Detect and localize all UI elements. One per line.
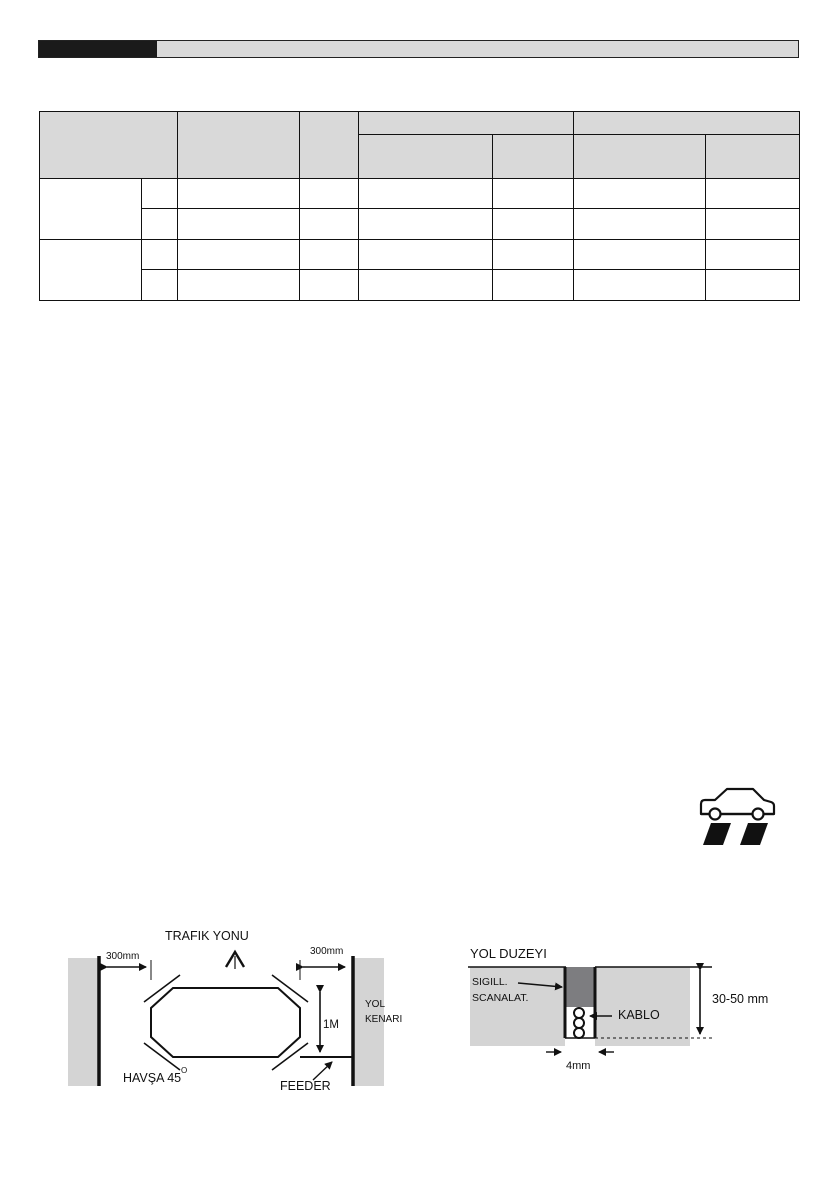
section-header-bar (38, 40, 799, 58)
table-row (40, 240, 800, 270)
table-cell (574, 179, 706, 209)
cable-icon (574, 1018, 584, 1028)
table-row (40, 179, 800, 209)
table-row (40, 209, 800, 240)
road-ground-right (595, 967, 690, 1046)
table-cell (300, 179, 359, 209)
slot-section-diagram (460, 936, 790, 1076)
section-header-tab (39, 41, 157, 57)
table-cell (142, 209, 178, 240)
table-cell (493, 179, 574, 209)
chamfer-label: HAVŞA 45 (123, 1071, 182, 1085)
table-cell (359, 179, 493, 209)
cable-label: KABLO (618, 1008, 660, 1022)
table-subheader-cell (706, 135, 800, 179)
table-cell (493, 270, 574, 301)
table-header-cell (40, 112, 178, 179)
sealant-label-2: SCANALAT. (472, 992, 529, 1004)
depth-label: 30-50 mm (712, 992, 769, 1006)
feeder-label: FEEDER (280, 1079, 331, 1093)
table-header-group-cell (359, 112, 574, 135)
loop-height-label: 1M (323, 1019, 339, 1031)
car-on-road-icon (697, 784, 777, 848)
sealant-label: SIGILL. (472, 976, 508, 988)
table-cell (142, 270, 178, 301)
table-cell (300, 209, 359, 240)
loop-layout-diagram (60, 920, 420, 1100)
table-cell (142, 240, 178, 270)
table-cell (178, 270, 300, 301)
table-cell (142, 179, 178, 209)
right-gap-label: 300mm (310, 946, 344, 957)
traffic-direction-label: TRAFIK YONU (165, 929, 249, 943)
table-cell (359, 209, 493, 240)
table-cell (574, 209, 706, 240)
table-subheader-cell (493, 135, 574, 179)
left-ground (68, 958, 99, 1086)
table-cell (178, 240, 300, 270)
table-cell (706, 240, 800, 270)
table-cell (178, 179, 300, 209)
table-cell (493, 209, 574, 240)
table-cell (359, 240, 493, 270)
chamfer-degree-label: O (181, 1066, 188, 1075)
left-gap-label: 300mm (106, 951, 140, 962)
table-cell (574, 270, 706, 301)
table-row (40, 270, 800, 301)
road-level-label: YOL DUZEYI (470, 946, 547, 961)
table-group-cell (40, 179, 142, 240)
spec-table (39, 111, 800, 301)
table-subheader-cell (574, 135, 706, 179)
slot-sealant (565, 967, 595, 1007)
loop-outline (151, 988, 300, 1057)
cable-icon (574, 1008, 584, 1018)
table-cell (493, 240, 574, 270)
table-cell (178, 209, 300, 240)
cable-icon (574, 1028, 584, 1038)
table-cell (706, 270, 800, 301)
table-cell (300, 270, 359, 301)
slot-width-label: 4mm (566, 1060, 591, 1072)
table-subheader-cell (359, 135, 493, 179)
table-cell (574, 240, 706, 270)
feeder-pointer (313, 1062, 332, 1080)
table-cell (706, 209, 800, 240)
table-header-group-cell (574, 112, 800, 135)
table-cell (359, 270, 493, 301)
table-cell (300, 240, 359, 270)
table-group-cell (40, 240, 142, 301)
table-header-cell (300, 112, 359, 179)
road-edge-label: YOL (365, 999, 386, 1010)
road-edge-label-2: KENARI (365, 1014, 403, 1025)
table-header-cell (178, 112, 300, 179)
table-cell (706, 179, 800, 209)
